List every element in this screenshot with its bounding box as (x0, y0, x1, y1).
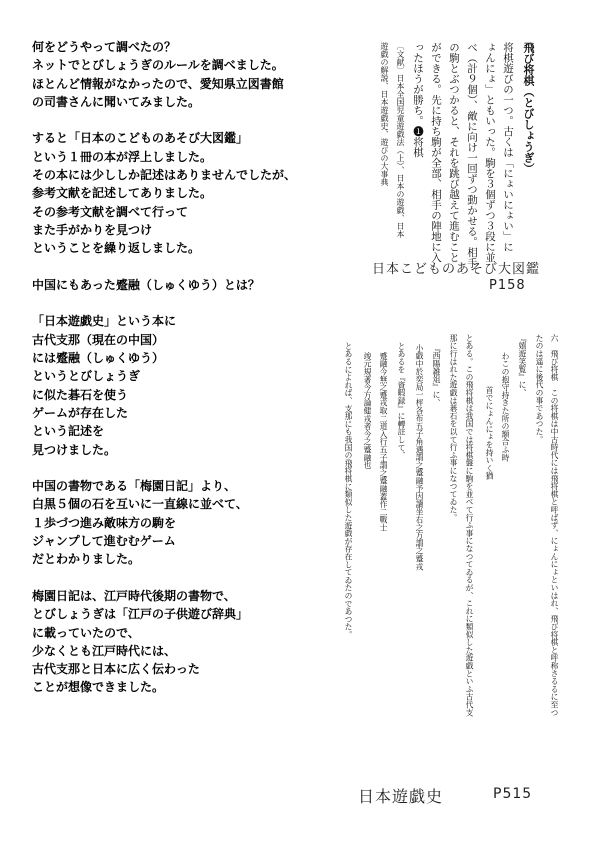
clip2-quote-column: 竣元規著今方論健戎者今之蹙融也 (363, 352, 372, 469)
body-text-line: 「日本遊戯史」という本に (32, 314, 177, 329)
clip2-text-column: とある。この飛将棋は我国では将棋盤に駒を並べて行ふ事になつてゐるが、これに類似した遊戯といふ古代支 (465, 334, 474, 717)
blank-line (32, 569, 332, 587)
clip2-quote-column: 首でにょんにょを持いく猶 (485, 386, 494, 480)
clip2-text-column: 那に行はれた遊戯は碁石を以て行ふ事になつてゐた。 (449, 334, 458, 522)
clip2-quote-column: 小戯中於奕局一枰各布五子角遇謂之蹙融予因讀坐右之方謂之蹙戎 (415, 344, 424, 571)
clip1-references: 遊戯の解説、日本遊戯史、遊びの大事典 (380, 42, 389, 186)
clip2-text-column: 『嬉遊笑覧』に、 (518, 334, 527, 397)
book-clipping-picture-book (372, 42, 538, 268)
body-text-line: その参考文献を調べて行って (32, 204, 189, 219)
clip2-text-column: たのは遥に後代の事であつた。 (535, 334, 544, 444)
clip1-text-column: ができる。先に持ち駒が全部、相手の陣地に入 (430, 42, 442, 263)
body-text-line: 見つけました。 (32, 442, 117, 457)
clip1-text-column: ったほうが勝ち。❶将棋 (412, 42, 424, 158)
body-text-line: ということを繰り返しました。 (32, 241, 201, 256)
body-text-line: 少なくとも江戸時代には、 (32, 643, 177, 658)
clip1-text-column: 将棋遊びの一つ。古くは「にょいにょい」に (502, 42, 514, 252)
body-text-line: というとびしょうぎ (32, 369, 141, 384)
body-text-line: ほとんど情報がなかったので、愛知県立図書館 (32, 76, 284, 91)
clip2-text-column: 六 飛び将棋 この将棋は中古時代には飛将棋と呼ばず、にょんにょといはれ、飛び将棋と呼称さるるに至つ (550, 334, 559, 717)
clip1-text-column: ょんにょ」ともいった。駒を３個ずつ３段に並 (484, 42, 496, 263)
body-text-line: すると「日本のこどものあそび大図鑑」 (32, 131, 249, 146)
body-text (32, 38, 332, 697)
body-text-line: ことが想像できました。 (32, 680, 165, 695)
clip1-heading: 飛び将棋（とびしょうぎ） (522, 42, 535, 174)
clip2-quote-column: わこの抱守持きた所の額合ふ時 (501, 352, 510, 462)
clip2-text-column: とあるを『資暇録』に轉註して、 (397, 342, 406, 459)
body-text-line: には蹙融（しゅくゆう） (32, 351, 165, 366)
clip2-caption: 日本遊戯史 (358, 787, 444, 806)
blank-line (32, 294, 332, 312)
body-text-line: １歩づつ進み敵味方の駒を (32, 515, 177, 530)
body-text-line: ゲームが存在した (32, 405, 129, 420)
body-text-line: 参考文献を記述してありました。 (32, 186, 213, 201)
clip2-quote-column: 蹙融今無之蹙戎取二道入行五子謂之蹙融蓋作二戰士 (379, 352, 388, 532)
body-text-line: 古代支那と日本に広く伝わった (32, 662, 200, 677)
body-text-line: とびしょうぎは「江戸の子供遊び辞典」 (32, 607, 249, 622)
body-text-line: 古代支那（現在の中国） (32, 332, 165, 347)
clip1-text-column: の駒とぶつかると、それを跳び越えて進むこと (448, 42, 460, 263)
blank-line (32, 111, 332, 129)
body-text-line: に似た碁石を使う (32, 387, 129, 402)
body-text-line: その本には少ししか記述はありませんでしたが、 (32, 168, 297, 183)
body-text-line: という記述を (32, 424, 105, 439)
blank-line (32, 258, 332, 276)
clip1-caption: 日本こどものあそび大図鑑 (372, 262, 541, 277)
body-text-line: 白黒５個の石を互いに一直線に並べて、 (32, 497, 248, 512)
body-text-line: ネットでとびしょうぎのルールを調べました。 (32, 58, 284, 73)
body-text-line: という１冊の本が浮上しました。 (32, 149, 213, 164)
clip1-references: 〔文献〕日本全国児童遊戯法（上）、日本の遊戯、日本 (396, 42, 405, 238)
body-text-line: 中国にもあった蹙融（しゅくゆう）とは？ (32, 277, 260, 292)
body-text-line: 何をどうやって調べたの？ (32, 40, 177, 54)
clip1-text-column: べ（計９個）、敵に向け一回ずつ動かせる。相手 (466, 42, 478, 268)
clip1-page-number: P158 (489, 278, 526, 293)
body-text-line: ジャンプして進むむゲーム (32, 534, 176, 549)
clip2-text-column: 『西陽雑俎』に、 (432, 344, 441, 407)
body-text-line: の司書さんに聞いてみました。 (32, 94, 201, 109)
body-text-line: に載っていたので、 (32, 625, 140, 640)
blank-line (32, 459, 332, 477)
body-text-line: 中国の書物である「梅園日記」より、 (32, 479, 237, 494)
body-text-line: また手がかりを見つけ (32, 222, 153, 237)
body-text-line: 梅園日記は、江戸時代後期の書物で、 (32, 588, 236, 603)
body-text-line: だとわかりました。 (32, 552, 141, 567)
book-clipping-game-history (300, 334, 562, 717)
clip2-text-column: とあるによれば、支那にも我国の飛将棋に類似した遊戯が存在してゐたのであつた。 (344, 342, 353, 639)
clip2-page-number: P515 (493, 786, 533, 802)
